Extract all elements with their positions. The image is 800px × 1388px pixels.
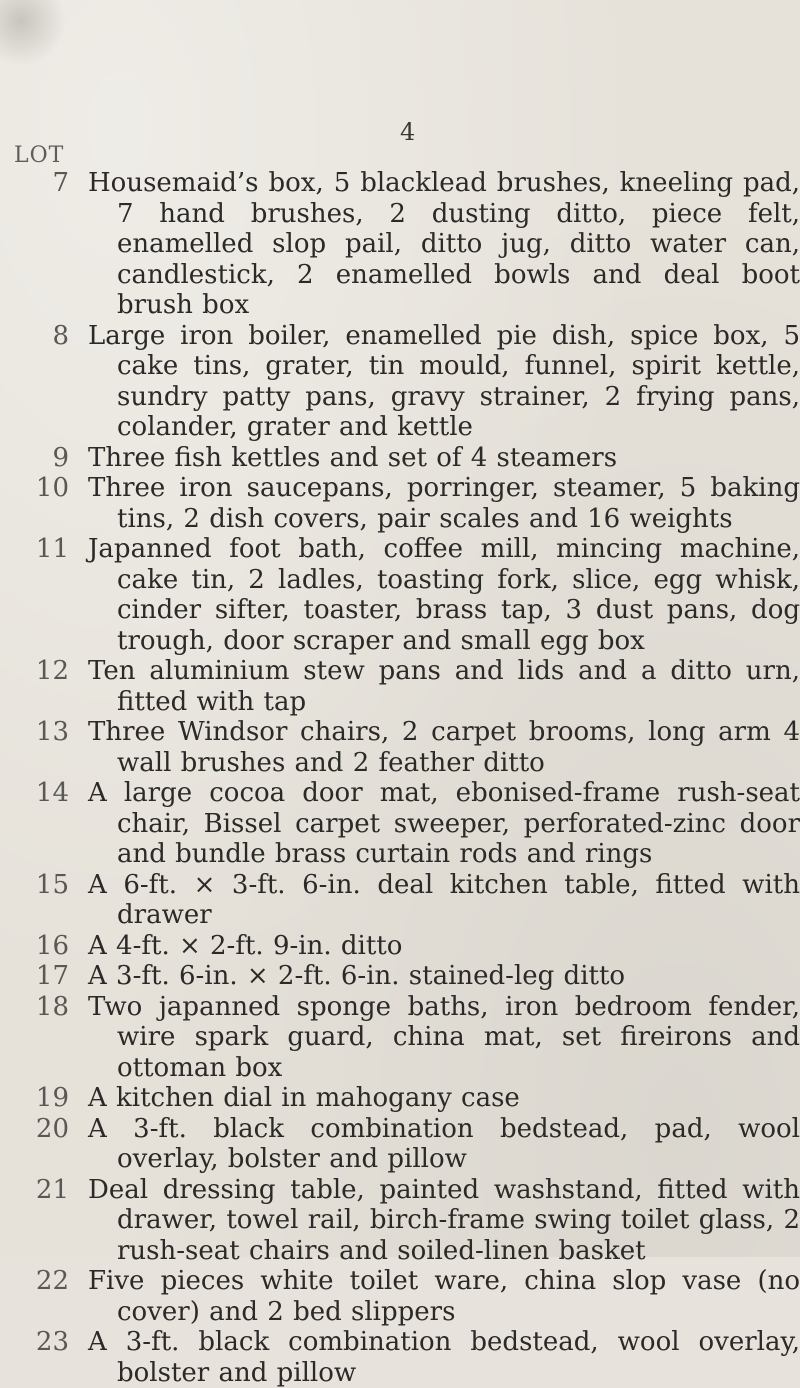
- lot-number: 20: [35, 1113, 69, 1144]
- lot-description: Three Windsor chairs, 2 carpet brooms, long arm 4 wall brushes and 2 feather ditto: [88, 717, 800, 778]
- lot-number: 19: [35, 1083, 69, 1113]
- lot-number: 23: [35, 1327, 69, 1357]
- lot-description: Three fish kettles and set of 4 steamers: [88, 442, 618, 473]
- lot-description: Five pieces white toilet ware, china slop vase (no cover) and 2 bed slippers: [88, 1266, 800, 1327]
- lot-number: 21: [35, 1174, 69, 1205]
- paper-stain: [0, 0, 70, 70]
- lot-number: 11: [35, 534, 69, 564]
- lot-description: Three iron saucepans, porringer, steamer, 5 baking tins, 2 dish covers, pair scales and 16 weights: [88, 473, 800, 534]
- lot-list: [0, 168, 800, 1388]
- lot-number: 16: [35, 930, 69, 961]
- list-item: [0, 931, 800, 962]
- lot-number: 22: [35, 1266, 69, 1296]
- list-item: [0, 534, 800, 656]
- list-item: [0, 443, 800, 474]
- lot-description: A 4-ft. × 2-ft. 9-in. ditto: [88, 930, 403, 961]
- lot-number: 18: [35, 991, 69, 1022]
- list-item: [0, 1175, 800, 1267]
- list-item: [0, 992, 800, 1084]
- list-item: [0, 656, 800, 717]
- list-item: [0, 473, 800, 534]
- list-item: [0, 1114, 800, 1175]
- lot-number: 8: [52, 320, 69, 351]
- lot-description: Ten aluminium stew pans and lids and a ditto urn, fitted with tap: [88, 656, 800, 717]
- lot-description: A 6-ft. × 3-ft. 6-in. deal kitchen table, fitted with drawer: [88, 869, 800, 930]
- lot-number: 14: [35, 778, 69, 808]
- lot-description: A 3-ft. 6-in. × 2-ft. 6-in. stained-leg ditto: [88, 961, 626, 991]
- lot-description: Housemaid’s box, 5 blacklead brushes, kneeling pad, 7 hand brushes, 2 dusting ditto, piece felt, enamelled slop pail, ditto jug, ditto water can, candlestick, 2 enamelled bowls and deal boot brush box: [88, 168, 800, 320]
- lot-description: A large cocoa door mat, ebonised-frame rush-seat chair, Bissel carpet sweeper, perforated-zinc door and bundle brass curtain rods and rings: [88, 778, 800, 869]
- lot-column-heading: LOT: [14, 143, 65, 168]
- list-item: [0, 168, 800, 321]
- page-number: 4: [400, 118, 416, 146]
- list-item: [0, 778, 800, 870]
- lot-description: Large iron boiler, enamelled pie dish, spice box, 5 cake tins, grater, tin mould, funnel, spirit kettle, sundry patty pans, gravy strainer, 2 frying pans, colander, grater and kettle: [88, 320, 800, 442]
- lot-number: 17: [35, 961, 69, 991]
- list-item: [0, 1266, 800, 1327]
- list-item: [0, 1083, 800, 1114]
- lot-number: 7: [52, 168, 69, 198]
- lot-number: 15: [35, 869, 69, 900]
- lot-number: 9: [52, 442, 69, 473]
- lot-description: Two japanned sponge baths, iron bedroom fender, wire spark guard, china mat, set fireirons and ottoman box: [88, 991, 800, 1083]
- lot-description: Japanned foot bath, coffee mill, mincing machine, cake tin, 2 ladles, toasting fork, slice, egg whisk, cinder sifter, toaster, brass tap, 3 dust pans, dog trough, door scraper and small egg box: [88, 534, 800, 656]
- lot-description: A kitchen dial in mahogany case: [88, 1083, 520, 1113]
- lot-description: A 3-ft. black combination bedstead, wool overlay, bolster and pillow: [88, 1327, 800, 1388]
- list-item: [0, 321, 800, 443]
- lot-number: 13: [35, 717, 69, 747]
- list-item: [0, 870, 800, 931]
- list-item: [0, 961, 800, 992]
- list-item: [0, 1327, 800, 1388]
- list-item: [0, 717, 800, 778]
- lot-description: Deal dressing table, painted washstand, fitted with drawer, towel rail, birch-frame swing toilet glass, 2 rush-seat chairs and soiled-linen basket: [88, 1174, 800, 1266]
- lot-description: A 3-ft. black combination bedstead, pad, wool overlay, bolster and pillow: [88, 1113, 800, 1174]
- lot-number: 10: [35, 473, 69, 503]
- lot-number: 12: [35, 656, 69, 686]
